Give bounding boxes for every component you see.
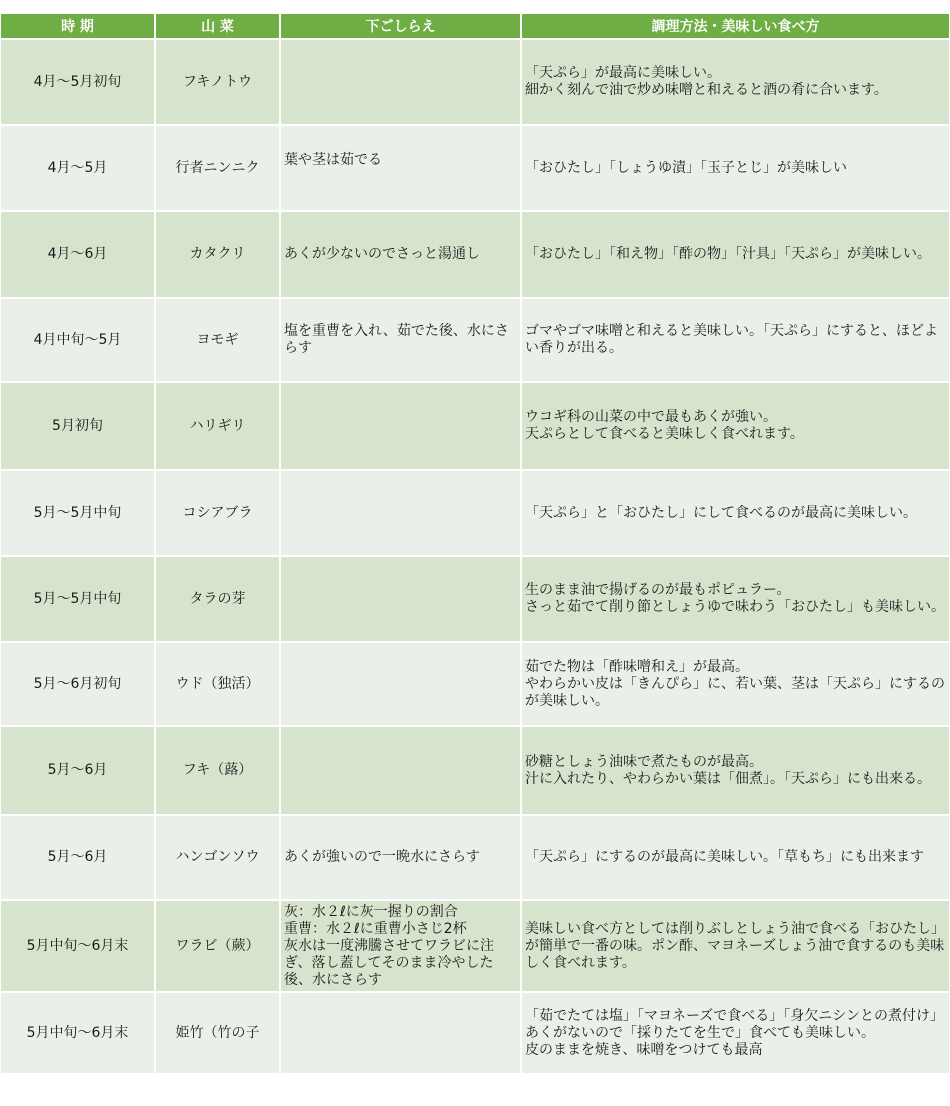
cell-prep: あくが少ないのでさっと湯通し xyxy=(281,212,520,297)
cell-plant: 姫竹（竹の子 xyxy=(156,993,279,1073)
cell-prep xyxy=(281,471,520,555)
cell-prep xyxy=(281,40,520,124)
cell-plant: ワラビ（蕨） xyxy=(156,901,279,991)
cell-cooking: ウコギ科の山菜の中で最もあくが強い。 天ぷらとして食べると美味しく食べれます。 xyxy=(522,383,949,469)
page xyxy=(0,12,950,1106)
cell-prep xyxy=(281,383,520,469)
table-row xyxy=(1,727,949,814)
cell-period: 4月中旬～5月 xyxy=(1,299,154,381)
header-prep: 下ごしらえ xyxy=(281,14,520,38)
cell-plant: ハリギリ xyxy=(156,383,279,469)
cell-period: 5月～6月 xyxy=(1,727,154,814)
table-row xyxy=(1,299,949,381)
cell-period: 5月～5月中旬 xyxy=(1,557,154,641)
cell-period: 4月～5月初旬 xyxy=(1,40,154,124)
cell-period: 4月～5月 xyxy=(1,126,154,210)
table-row xyxy=(1,993,949,1073)
cell-cooking: 「おひたし」「しょうゆ漬」「玉子とじ」が美味しい xyxy=(522,126,949,210)
table-row xyxy=(1,901,949,991)
cell-plant: フキノトウ xyxy=(156,40,279,124)
cell-prep: あくが強いので一晩水にさらす xyxy=(281,816,520,899)
cell-cooking: ゴマやゴマ味噌と和えると美味しい。「天ぷら」にすると、ほどよい香りが出る。 xyxy=(522,299,949,381)
cell-cooking: 美味しい食べ方としては削りぶしとしょう油で食べる「おひたし」が簡単で一番の味。ポン酢、マヨネーズしょう油で食するのも美味しく食べれます。 xyxy=(522,901,949,991)
cell-period: 5月～6月初旬 xyxy=(1,643,154,725)
cell-prep xyxy=(281,643,520,725)
table-row xyxy=(1,643,949,725)
table-row xyxy=(1,383,949,469)
cell-plant: 行者ニンニク xyxy=(156,126,279,210)
cell-plant: タラの芽 xyxy=(156,557,279,641)
cell-cooking: 生のまま油で揚げるのが最もポピュラー。 さっと茹でて削り節としょうゆで味わう「おひたし」も美味しい。 xyxy=(522,557,949,641)
cell-period: 5月～6月 xyxy=(1,816,154,899)
table-row xyxy=(1,126,949,210)
cell-prep: 葉や茎は茹でる xyxy=(281,126,520,210)
table-body xyxy=(1,40,949,1073)
cell-period: 4月～6月 xyxy=(1,212,154,297)
cell-plant: コシアブラ xyxy=(156,471,279,555)
cell-cooking: 茹でた物は「酢味噌和え」が最高。 やわらかい皮は「きんぴら」に、若い葉、茎は「天ぷら」にするのが美味しい。 xyxy=(522,643,949,725)
cell-cooking: 「天ぷら」と「おひたし」にして食べるのが最高に美味しい。 xyxy=(522,471,949,555)
table-row xyxy=(1,557,949,641)
header-cooking: 調理方法・美味しい食べ方 xyxy=(522,14,949,38)
cell-plant: ウド（独活） xyxy=(156,643,279,725)
cell-period: 5月～5月中旬 xyxy=(1,471,154,555)
sansai-table xyxy=(0,12,950,1075)
cell-plant: ヨモギ xyxy=(156,299,279,381)
table-row xyxy=(1,471,949,555)
cell-period: 5月中旬～6月末 xyxy=(1,993,154,1073)
cell-prep xyxy=(281,727,520,814)
header-plant: 山 菜 xyxy=(156,14,279,38)
cell-cooking: 砂糖としょう油味で煮たものが最高。 汁に入れたり、やわらかい葉は「佃煮」。「天ぷら」にも出来る。 xyxy=(522,727,949,814)
table-header xyxy=(1,14,949,38)
cell-cooking: 「天ぷら」が最高に美味しい。 細かく刻んで油で炒め味噌と和えると酒の肴に合います。 xyxy=(522,40,949,124)
header-period: 時 期 xyxy=(1,14,154,38)
cell-plant: フキ（蕗） xyxy=(156,727,279,814)
cell-cooking: 「茹でたては塩」「マヨネーズで食べる」「身欠ニシンとの煮付け」あくがないので「採りたてを生で」食べても美味しい。 皮のままを焼き、味噌をつけても最高 xyxy=(522,993,949,1073)
cell-cooking: 「天ぷら」にするのが最高に美味しい。「草もち」にも出来ます xyxy=(522,816,949,899)
cell-period: 5月初旬 xyxy=(1,383,154,469)
cell-prep xyxy=(281,557,520,641)
cell-prep: 灰：水２ℓに灰一握りの割合 重曹：水２ℓに重曹小さじ2杯 灰水は一度沸騰させてワラビに注ぎ、落し蓋してそのまま冷やした後、水にさらす xyxy=(281,901,520,991)
cell-prep: 塩を重曹を入れ、茹でた後、水にさらす xyxy=(281,299,520,381)
table-row xyxy=(1,816,949,899)
cell-plant: カタクリ xyxy=(156,212,279,297)
cell-cooking: 「おひたし」「和え物」「酢の物」「汁具」「天ぷら」が美味しい。 xyxy=(522,212,949,297)
cell-plant: ハンゴンソウ xyxy=(156,816,279,899)
cell-prep xyxy=(281,993,520,1073)
table-row xyxy=(1,40,949,124)
table-row xyxy=(1,212,949,297)
cell-period: 5月中旬～6月末 xyxy=(1,901,154,991)
